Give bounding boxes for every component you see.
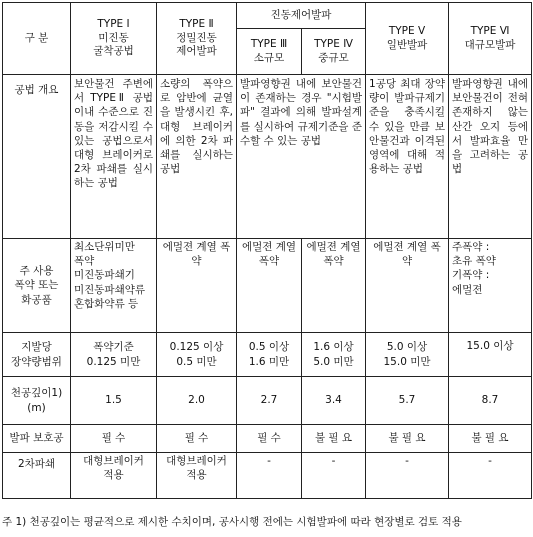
overview-type6: 발파영향권 내에 보안물건이 전혀 존재하지 않는 산간 오지 등에서 발파효율 만을 고려하는 공법 bbox=[449, 75, 532, 239]
depth-type2: 2.0 bbox=[157, 377, 237, 425]
header-type3 bbox=[237, 29, 302, 75]
secondary-type6: - bbox=[449, 453, 532, 499]
explosive-type1-line: 최소단위미만 bbox=[74, 241, 135, 253]
charge-type3-line: 0.5 이상 bbox=[248, 341, 290, 354]
header-type6-name: 대규모발파 bbox=[464, 38, 516, 51]
header-type2-name1: 정밀진동 bbox=[176, 31, 217, 44]
protection-type3: 필 수 bbox=[237, 425, 302, 453]
overview-type1: 보안물건 주변에서 TYPEⅡ 공법 이내 수준으로 진동을 저감시킬 수 있는 공법으로서 대형 브레이커로 2차 파쇄를 실시하는 공법 bbox=[71, 75, 157, 239]
secondary-type4: - bbox=[302, 453, 366, 499]
explosive-label-1: 주 사용 bbox=[19, 265, 54, 278]
header-type1-name1: 미진동 bbox=[98, 31, 129, 44]
row-overview-label: 공법 개요 bbox=[3, 75, 71, 239]
overview-type2: 소량의 폭약으로 암반에 균열을 발생시킨 후, 대형 브레이커에 의한 2차 파쇄를 실시하는 공법 bbox=[157, 75, 237, 239]
depth-type3: 2.7 bbox=[237, 377, 302, 425]
charge-type4-line: 1.6 이상 bbox=[313, 341, 354, 354]
protection-type4: 불 필 요 bbox=[302, 425, 366, 453]
explosive-type6 bbox=[449, 239, 532, 333]
header-type2-name2: 제어발파 bbox=[176, 45, 217, 58]
row-charge bbox=[3, 333, 532, 377]
protection-type6: 불 필 요 bbox=[449, 425, 532, 453]
header-type4-name: 중규모 bbox=[318, 51, 349, 64]
depth-type5: 5.7 bbox=[366, 377, 449, 425]
charge-type1 bbox=[71, 333, 157, 377]
explosive-type5: 에멀젼 계열 폭약 bbox=[366, 239, 449, 333]
depth-type6: 8.7 bbox=[449, 377, 532, 425]
secondary-type2-line: 대형브레이커 bbox=[166, 455, 227, 467]
charge-type1-line: 폭약기준 bbox=[93, 341, 134, 354]
protection-type1: 필 수 bbox=[71, 425, 157, 453]
explosive-type6-line: 에멀젼 bbox=[452, 283, 483, 296]
explosive-type3: 에멀젼 계열 폭약 bbox=[237, 239, 302, 333]
header-row-1 bbox=[3, 3, 532, 29]
depth-type4: 3.4 bbox=[302, 377, 366, 425]
header-category: 구 분 bbox=[3, 3, 71, 75]
header-type6-code: TYPE Ⅵ bbox=[470, 24, 510, 37]
depth-label-1: 천공깊이1) bbox=[10, 387, 63, 400]
secondary-type1 bbox=[71, 453, 157, 499]
overview-type5: 1공당 최대 장약량이 발파규제기준을 충족시킬 수 있을 만큼 보안물건과 이격된 영역에 대해 적용하는 공법 bbox=[366, 75, 449, 239]
explosive-type1-line: 미진동파쇄기 bbox=[74, 269, 135, 282]
explosive-type1-line: 혼합화약류 등 bbox=[74, 297, 139, 310]
secondary-type2 bbox=[157, 453, 237, 499]
header-type1-name2: 굴착공법 bbox=[93, 45, 134, 58]
row-depth-label bbox=[3, 377, 71, 425]
charge-type6: 15.0 이상 bbox=[449, 333, 532, 377]
explosive-type2: 에멀젼 계열 폭약 bbox=[157, 239, 237, 333]
explosive-type6-line: 기폭약 : bbox=[452, 269, 490, 282]
row-secondary-label: 2차파쇄 bbox=[3, 453, 71, 499]
charge-label-1: 지발당 bbox=[21, 341, 52, 354]
charge-type2-line: 0.5 미만 bbox=[176, 355, 217, 368]
explosive-type6-line: 주폭약 : bbox=[452, 241, 490, 253]
explosive-type4: 에멀젼 계열 폭약 bbox=[302, 239, 366, 333]
explosive-type1 bbox=[71, 239, 157, 333]
header-type4-code: TYPE Ⅳ bbox=[314, 37, 353, 50]
header-type3-code: TYPE Ⅲ bbox=[250, 37, 288, 50]
charge-type3-line: 1.6 미만 bbox=[248, 355, 290, 368]
explosive-type6-line: 초유 폭약 bbox=[452, 255, 496, 268]
header-type3-name: 소규모 bbox=[253, 51, 285, 64]
footnote: 주 1) 천공깊이는 평균적으로 제시한 수치이며, 공사시행 전에는 시험발파에 따라 현장별로 검토 적용 bbox=[2, 516, 462, 528]
header-type5 bbox=[366, 3, 449, 75]
row-overview bbox=[3, 75, 532, 239]
row-protection bbox=[3, 425, 532, 453]
depth-type1: 1.5 bbox=[71, 377, 157, 425]
header-type2-code: TYPE Ⅱ bbox=[179, 18, 214, 31]
secondary-type1-line: 적용 bbox=[103, 469, 124, 482]
row-charge-label bbox=[3, 333, 71, 377]
charge-type5 bbox=[366, 333, 449, 377]
secondary-type3: - bbox=[237, 453, 302, 499]
charge-label-2: 장약량범위 bbox=[11, 355, 62, 368]
header-type1 bbox=[71, 3, 157, 75]
charge-type2-line: 0.125 이상 bbox=[169, 341, 224, 354]
secondary-type2-line: 적용 bbox=[186, 469, 207, 482]
row-protection-label: 발파 보호공 bbox=[3, 425, 71, 453]
header-type4 bbox=[302, 29, 366, 75]
charge-type4 bbox=[302, 333, 366, 377]
charge-type5-line: 5.0 이상 bbox=[386, 341, 428, 354]
row-explosive bbox=[3, 239, 532, 333]
depth-label-2: (m) bbox=[27, 401, 46, 414]
protection-type2: 필 수 bbox=[157, 425, 237, 453]
protection-type5: 불 필 요 bbox=[366, 425, 449, 453]
charge-type4-line: 5.0 미만 bbox=[313, 355, 354, 368]
explosive-label-3: 화공품 bbox=[21, 293, 52, 306]
secondary-type1-line: 대형브레이커 bbox=[83, 455, 144, 467]
header-type1-code: TYPE Ⅰ bbox=[97, 18, 130, 31]
charge-type2 bbox=[157, 333, 237, 377]
header-type5-name: 일반발파 bbox=[386, 38, 428, 51]
explosive-type1-line: 미진동파쇄약류 bbox=[74, 283, 146, 296]
explosive-type1-line: 폭약 bbox=[74, 255, 95, 268]
secondary-type5: - bbox=[366, 453, 449, 499]
header-type2 bbox=[157, 3, 237, 75]
header-type6 bbox=[449, 3, 532, 75]
row-depth bbox=[3, 377, 532, 425]
charge-type5-line: 15.0 미만 bbox=[383, 355, 431, 368]
row-secondary bbox=[3, 453, 532, 499]
charge-type1-line: 0.125 미만 bbox=[86, 355, 141, 368]
blasting-method-table bbox=[2, 2, 532, 499]
charge-type3 bbox=[237, 333, 302, 377]
header-type5-code: TYPE Ⅴ bbox=[388, 24, 426, 37]
header-group: 진동제어발파 bbox=[237, 3, 366, 29]
explosive-label-2: 폭약 또는 bbox=[14, 279, 59, 292]
row-explosive-label bbox=[3, 239, 71, 333]
overview-type34: 발파영향권 내에 보안물건이 존재하는 경우 "시험발파" 결과에 의해 발파설계를 실시하여 규제기준을 준수할 수 있는 공법 bbox=[237, 75, 366, 239]
